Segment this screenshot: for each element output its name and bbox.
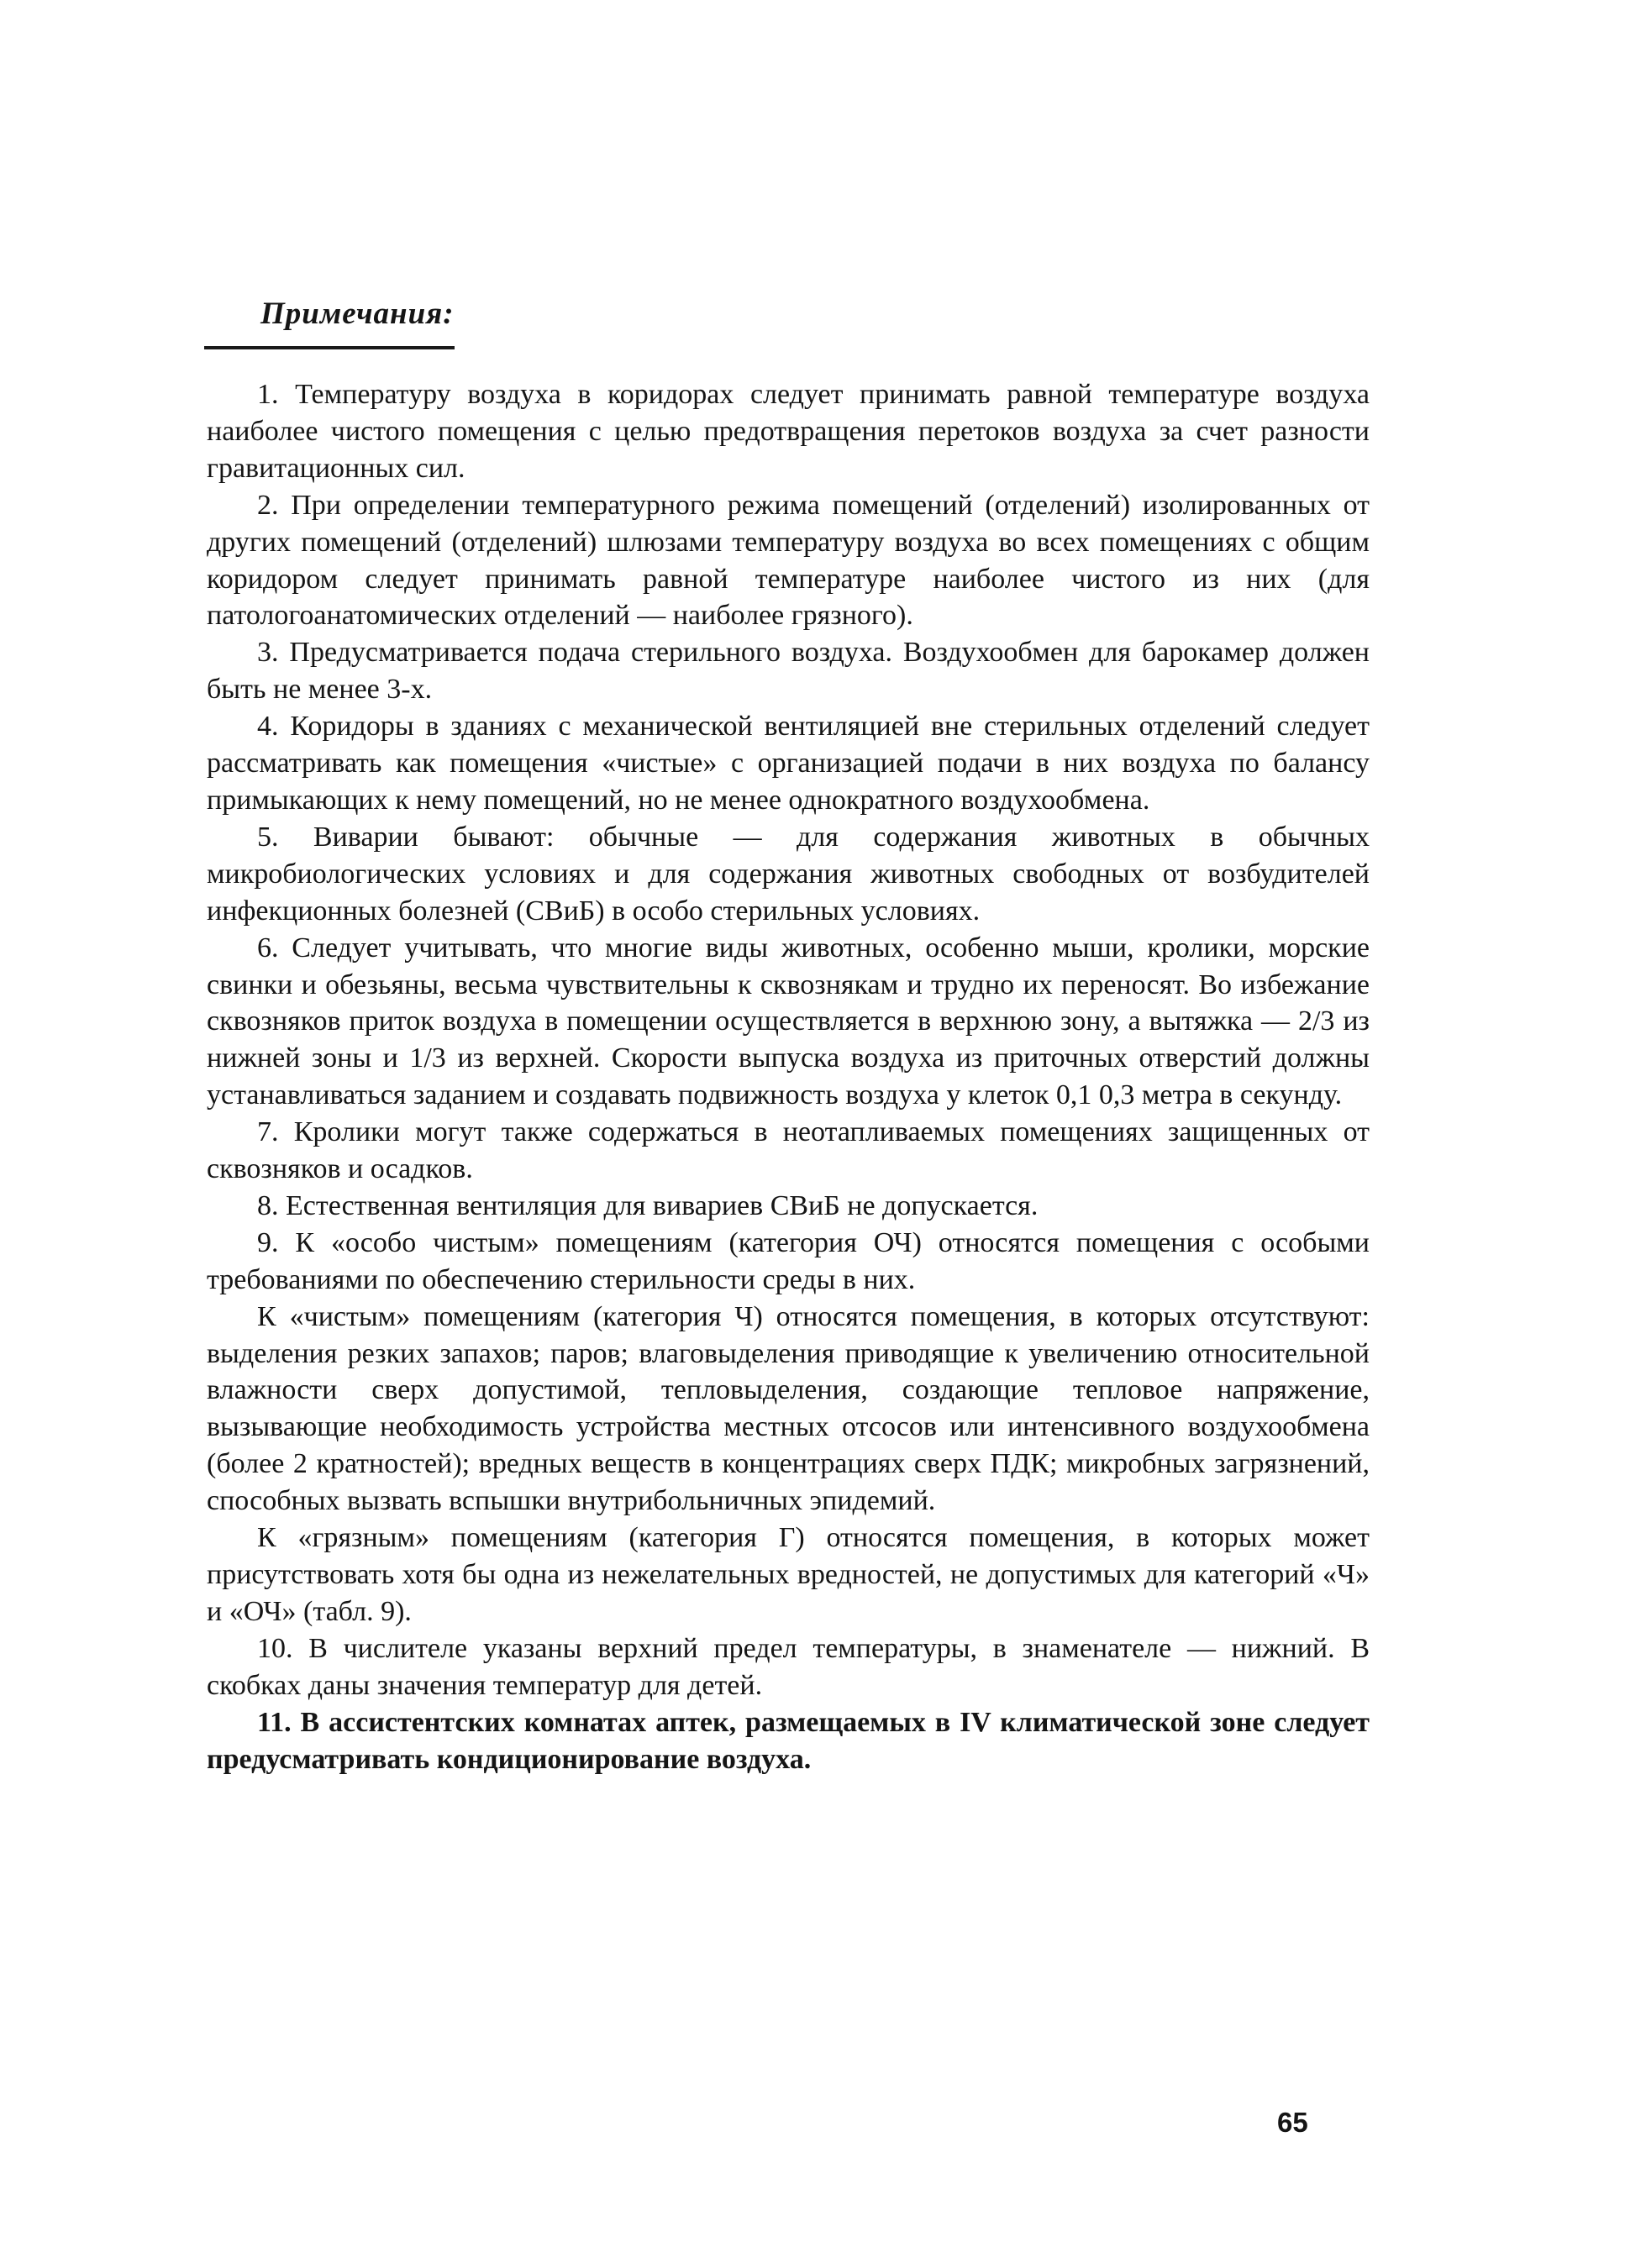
note-10: 10. В числителе указаны верхний предел температуры, в знаменателе — нижний. В скобках даны значения температур для детей. xyxy=(207,1632,1370,1701)
note-9-clean-rooms: К «чистым» помещениям (категория Ч) относятся помещения, в которых отсутствуют: выделения резких запахов; паров; влаговыделения приводящие к увеличению относительной влажности сверх допустимой, тепловыделения, создающие тепловое напряжение, вызывающие необходимость устройства местных отсосов или интенсивного воздухообмена (более 2 кратностей); вредных веществ в концентрациях сверх ПДК; микробных загрязнений, способных вызвать вспышки внутрибольничных эпидемий. xyxy=(207,1300,1370,1517)
note-9-dirty-rooms: К «грязным» помещениям (категория Г) относятся помещения, в которых может присутствовать хотя бы одна из нежелательных вредностей, не допустимых для категорий «Ч» и «ОЧ» (табл. 9). xyxy=(207,1522,1370,1627)
page-number: 65 xyxy=(1277,2107,1308,2138)
note-4: 4. Коридоры в зданиях с механической вентиляцией вне стерильных отделений следует рассматривать как помещения «чистые» с организацией подачи в них воздуха по балансу примыкающих к нему помещений, но не менее однократного воздухообмена. xyxy=(207,711,1370,816)
notes-list xyxy=(207,376,1370,1777)
note-2: 2. При определении температурного режима помещений (отделений) изолированных от других помещений (отделений) шлюзами температуру воздуха во всех помещениях с общим коридором следует принимать равной температуре наиболее чистого из них (для патологоанатомических отделений — наиболее грязного). xyxy=(207,489,1370,632)
heading-underline xyxy=(204,346,455,349)
note-7: 7. Кролики могут также содержаться в неотапливаемых помещениях защищенных от сквозняков и осадков. xyxy=(207,1116,1370,1185)
note-8: 8. Естественная вентиляция для вивариев СВиБ не допускается. xyxy=(257,1189,1039,1221)
note-5: 5. Виварии бывают: обычные — для содержания животных в обычных микробиологических условиях и для содержания животных свободных от возбудителей инфекционных болезней (СВиБ) в особо стерильных условиях. xyxy=(207,821,1370,927)
note-6: 6. Следует учитывать, что многие виды животных, особенно мыши, кролики, морские свинки и обезьяны, весьма чувствительны к сквознякам и трудно их переносят. Во избежание сквозняков приток воздуха в помещении осуществляется в верхнюю зону, а вытяжка — 2/3 из нижней зоны и 1/3 из верхней. Скорости выпуска воздуха из приточных отверстий должны устанавливаться заданием и создавать подвижность воздуха у клеток 0,1 0,3 метра в секунду. xyxy=(207,932,1370,1111)
note-9: 9. К «особо чистым» помещениям (категория ОЧ) относятся помещения с особыми требованиями по обеспечению стерильности среды в них. xyxy=(207,1226,1370,1295)
notes-heading: Примечания: xyxy=(260,297,455,331)
note-3: 3. Предусматривается подача стерильного воздуха. Воздухообмен для барокамер должен быть не менее 3-х. xyxy=(207,637,1370,706)
note-1: 1. Температуру воздуха в коридорах следует принимать равной температуре воздуха наиболее чистого помещения с целью предотвращения перетоков воздуха за счет разности гравитационных сил. xyxy=(207,379,1370,484)
note-11: 11. В ассистентских комнатах аптек, размещаемых в IV климатической зоне следует предусматривать кондиционирование воздуха. xyxy=(207,1706,1370,1775)
